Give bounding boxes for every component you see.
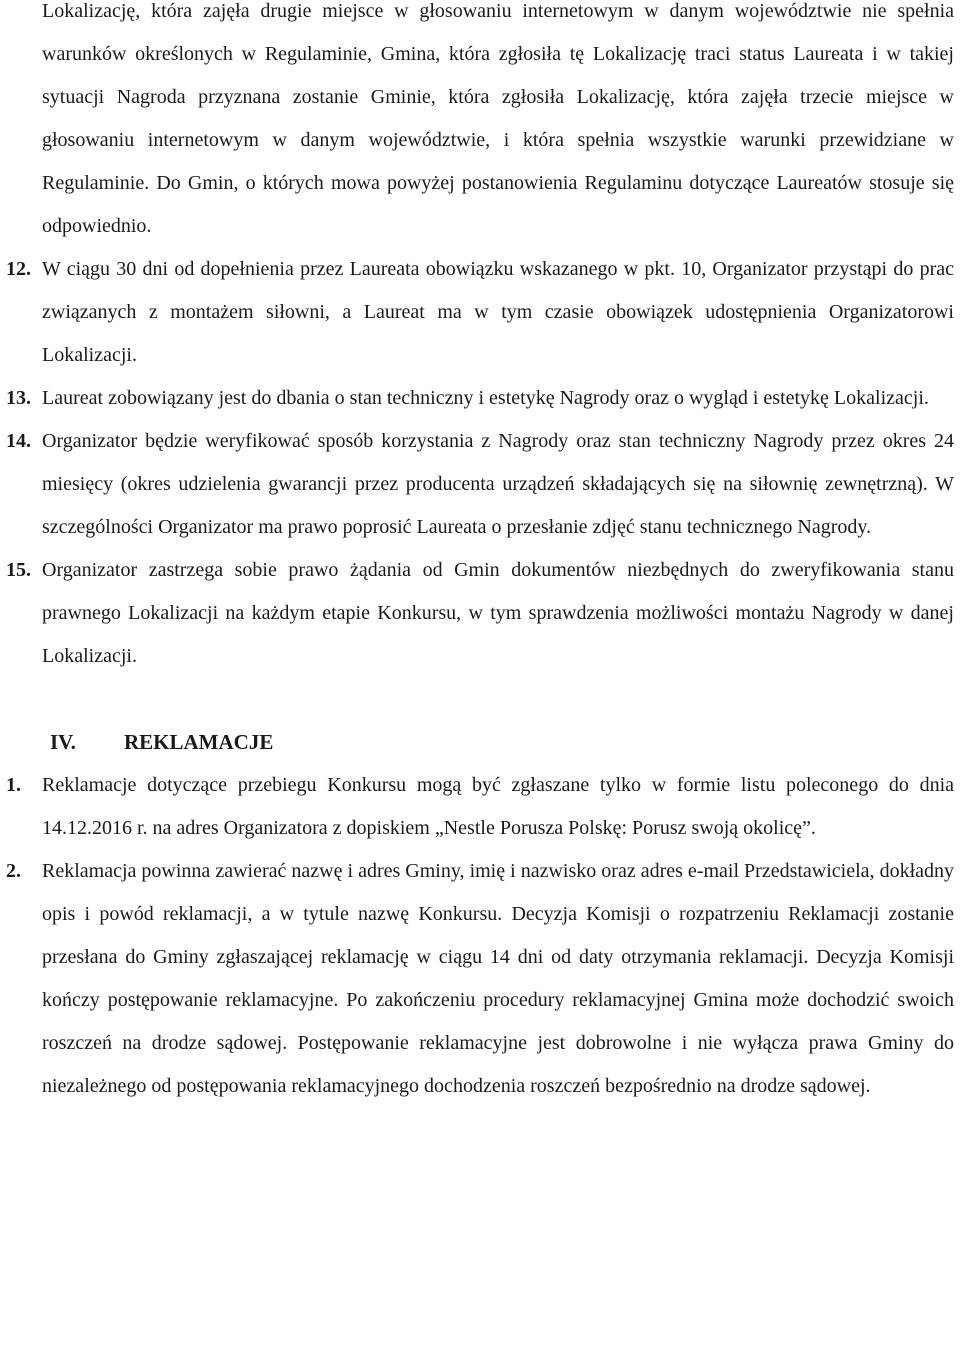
item-text: Reklamacje dotyczące przebiegu Konkursu mogą być zgłaszane tylko w formie listu poleconego do dnia 14.12.2016 r. na adres Organizatora z dopiskiem „Nestle Porusza Polskę: Porusz swoją okolicę”. — [42, 774, 954, 839]
intro-paragraph: Lokalizację, która zajęła drugie miejsce w głosowaniu internetowym w danym województwie nie spełnia warunków określonych w Regulaminie, Gmina, która zgłosiła tę Lokalizację traci status Laureata i w takiej sytuacji Nagroda przyznana zostanie Gminie, która zgłosiła Lokalizację, która zajęła trzecie miejsce w głosowaniu internetowym w danym województwie, i która spełnia wszystkie warunki przewidziane w Regulaminie. Do Gmin, o których mowa powyżej postanowienia Regulaminu dotyczące Laureatów stosuje się odpowiednio. — [42, 0, 954, 237]
list-item-15 — [6, 549, 954, 678]
item-text: Organizator będzie weryfikować sposób korzystania z Nagrody oraz stan techniczny Nagrody przez okres 24 miesięcy (okres udzielenia gwarancji przez producenta urządzeń składających się na siłownię zewnętrzną). W szczególności Organizator ma prawo poprosić Laureata o przesłanie zdjęć stanu technicznego Nagrody. — [42, 430, 954, 538]
item-text: Organizator zastrzega sobie prawo żądania od Gmin dokumentów niezbędnych do zweryfikowania stanu prawnego Lokalizacji na każdym etapie Konkursu, w tym sprawdzenia możliwości montażu Nagrody w danej Lokalizacji. — [42, 559, 954, 667]
list-item-1 — [6, 764, 954, 850]
item-number: 12. — [6, 258, 31, 280]
list-item-14 — [6, 420, 954, 549]
list-item-12 — [6, 248, 954, 377]
item-number: 13. — [6, 387, 31, 409]
item-number: 2. — [6, 860, 21, 882]
section-title: REKLAMACJE — [124, 730, 274, 754]
item-text: Reklamacja powinna zawierać nazwę i adres Gminy, imię i nazwisko oraz adres e-mail Przedstawiciela, dokładny opis i powód reklamacji, a w tytule nazwę Konkursu. Decyzja Komisji o rozpatrzeniu Reklamacji zostanie przesłana do Gminy zgłaszającej reklamację w ciągu 14 dni od daty otrzymania reklamacji. Decyzja Komisji kończy postępowanie reklamacyjne. Po zakończeniu procedury reklamacyjnej Gmina może dochodzić swoich roszczeń na drodze sądowej. Postępowanie reklamacyjne jest dobrowolne i nie wyłącza prawa Gminy do niezależnego od postępowania reklamacyjnego dochodzenia roszczeń bezpośrednio na drodze sądowej. — [42, 860, 954, 1097]
item-text: Laureat zobowiązany jest do dbania o stan techniczny i estetykę Nagrody oraz o wygląd i estetykę Lokalizacji. — [42, 387, 929, 409]
list-item-13 — [6, 377, 954, 420]
item-number: 14. — [6, 430, 31, 452]
section-number: IV. — [50, 730, 76, 754]
item-number: 15. — [6, 559, 31, 581]
item-text: W ciągu 30 dni od dopełnienia przez Laureata obowiązku wskazanego w pkt. 10, Organizator przystąpi do prac związanych z montażem siłowni, a Laureat ma w tym czasie obowiązek udostępnienia Organizatorowi Lokalizacji. — [42, 258, 954, 366]
section-heading — [42, 721, 954, 764]
list-item-2 — [6, 850, 954, 1108]
item-number: 1. — [6, 774, 21, 796]
